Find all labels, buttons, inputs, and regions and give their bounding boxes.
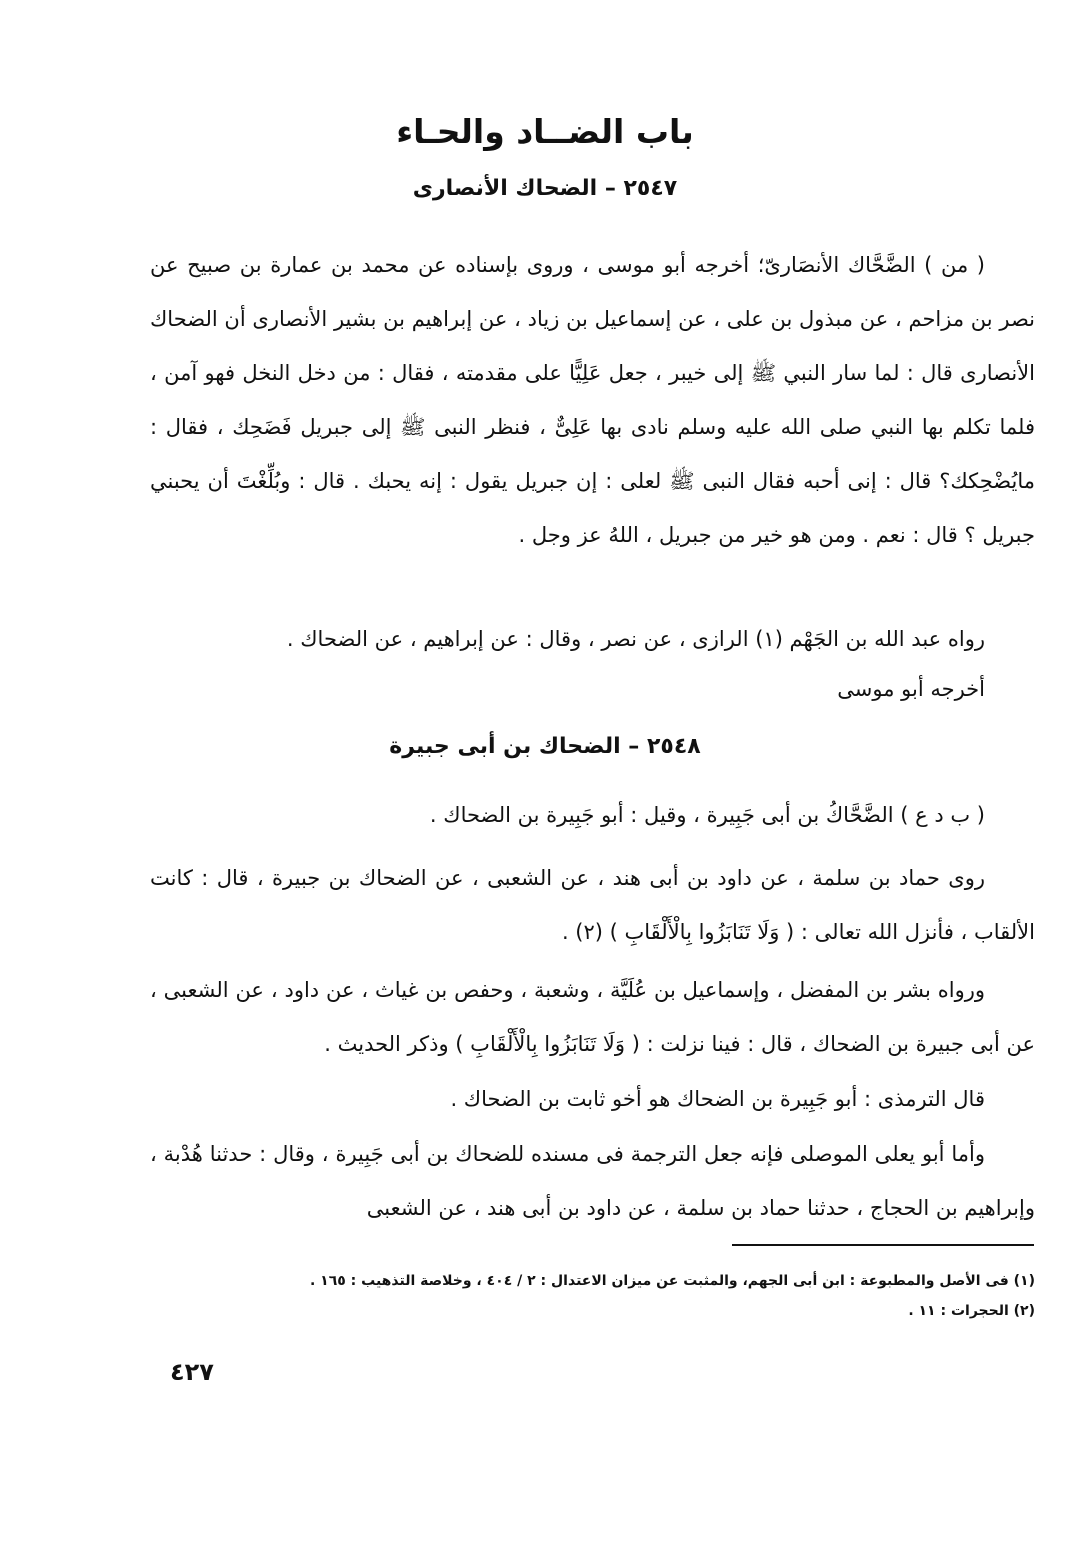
entry-2547-narration: رواه عبد الله بن الجَهْم (١) الرازى ، عن نصر ، وقال : عن إبراهيم ، عن الضحاك . — [286, 627, 985, 651]
entry-2547-main-text: ( من ) الضَّحَّاك الأنصَارىّ؛ أخرجه أبو موسى ، وروى بإسناده عن محمد بن عمارة بن صبيح عن نصر بن مزاحم ، عن مبذول بن على ، عن إسماعيل بن زياد ، عن إبراهيم بن بشير الأنصارى أن الضحاك الأنصارى قال : لما سار النبي ﷺ إلى خيبر ، جعل عَلِيًّا على مقدمته ، فقال : من دخل النخل فهو آمن ، فلما تكلم بها النبي صلى الله عليه وسلم نادى بها عَلِىٌّ ، فنظر النبى ﷺ إلى جبريل فَضَحِك ، فقال : مايُضْحِكك؟ قال : إنى أحبه فقال النبى ﷺ لعلى : إن جبريل يقول : إنه يحبك . قال : وبُلِّغْتَ أن يحبني جبريل ؟ قال : نعم . ومن هو خير من جبريل ، اللهُ عز وجل . — [150, 253, 1035, 547]
entry-2548-para-1: روى حماد بن سلمة ، عن داود بن أبى هند ، عن الشعبى ، عن الضحاك بن جبيرة ، قال : كانت الألقاب ، فأنزل الله تعالى : ( وَلَا تَنَابَزُوا بِالْأَلْقَابِ ) (٢) . — [150, 866, 1035, 944]
footnote-1: (١) فى الأصل والمطبوعة : ابن أبى الجهم، والمثبت عن ميزان الاعتدال : ٢ / ٤٠٤ ، وخلاصة التذهيب : ١٦٥ . — [309, 1273, 1035, 1289]
footnote-2: (٢) الحجرات : ١١ . — [908, 1303, 1035, 1319]
chapter-title: باب الضــاد والحـاء — [396, 112, 694, 151]
entry-2548-para-2-block — [150, 963, 1035, 1071]
entry-2548-intro: ( ب د ع ) الضَّحَّاكُ بن أبى جَبِيرة ، وقيل : أبو جَبِيرة بن الضحاك . — [429, 803, 985, 827]
footnotes — [150, 1266, 1035, 1326]
entry-2548-para-4: وأما أبو يعلى الموصلى فإنه جعل الترجمة فى مسنده للضحاك بن أبى جَبِيرة ، وقال : حدثنا هُدْبة ، وإبراهيم بن الحجاج ، حدثنا حماد بن سلمة ، عن داود بن أبى هند ، عن الشعبى — [150, 1142, 1035, 1220]
entry-2547-attribution: أخرجه أبو موسى — [837, 677, 985, 701]
entry-2548-para-3: قال الترمذى : أبو جَبِيرة بن الضحاك هو أخو ثابت بن الضحاك . — [450, 1087, 985, 1111]
entry-2547-title: ٢٥٤٧ – الضحاك الأنصارى — [412, 176, 678, 201]
entry-2548-para-2: ورواه بشر بن المفضل ، وإسماعيل بن عُلَيَّة ، وشعبة ، وحفص بن غياث ، عن داود ، عن الشعبى ، عن أبى جبيرة بن الضحاك ، قال : فينا نزلت : ( وَلَا تَنَابَزُوا بِالْأَلْقَابِ ) وذكر الحديث . — [150, 978, 1035, 1056]
entry-2548-para-4-block — [150, 1127, 1035, 1235]
entry-2548-title: ٢٥٤٨ – الضحاك بن أبى جبيرة — [389, 734, 701, 759]
footnote-divider — [732, 1244, 1034, 1246]
entry-2547-body — [150, 238, 1035, 562]
page-number: ٤٢٧ — [170, 1358, 214, 1386]
entry-2548-para-1-block — [150, 851, 1035, 959]
